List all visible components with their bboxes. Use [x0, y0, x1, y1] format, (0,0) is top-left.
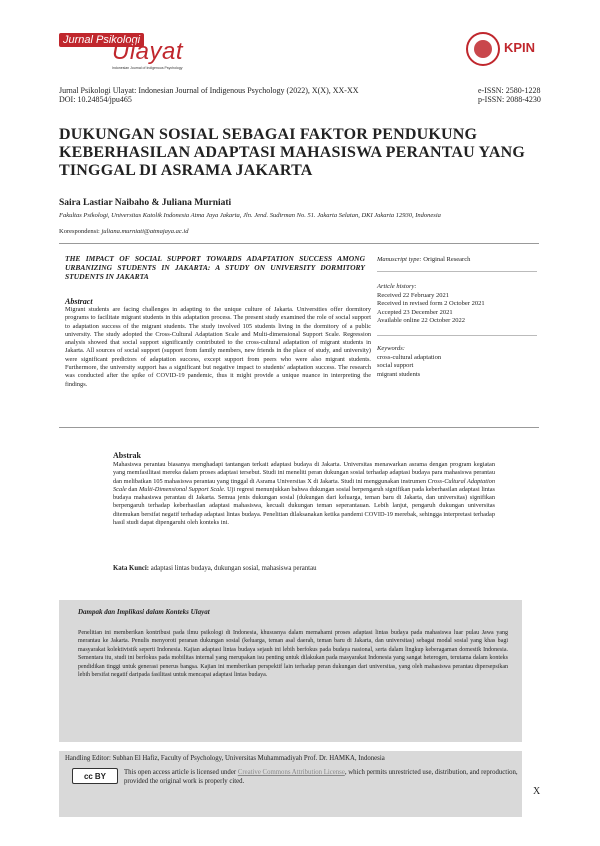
kpin-logo-text: KPIN — [504, 40, 536, 55]
abstrak-italic-1: Cross-Cultural Adaptation Scale — [113, 477, 495, 493]
affiliation: Fakultas Psikologi, Universitas Katolik Indonesia Atma Jaya Jakarta, Jln. Jend. Sudirman No. 51. Jakarta Selatan, DKI Jakarta 12930, Indonesia — [59, 212, 441, 219]
cc-by-badge-icon — [72, 768, 118, 784]
sidebar-divider-2 — [377, 335, 537, 336]
keyword-item: social support — [377, 362, 414, 369]
history-label: Article history: — [377, 283, 417, 290]
correspondence-label: Korespondensi: — [59, 228, 100, 235]
abstrak-body — [113, 461, 495, 527]
manuscript-type-label: Manuscript type: — [377, 256, 422, 263]
kpin-logo-icon — [474, 40, 492, 58]
manuscript-type — [377, 256, 470, 265]
license-text — [124, 768, 519, 786]
correspondence — [59, 228, 188, 235]
history-received: Received 22 February 2021 — [377, 291, 450, 299]
by-icon: BY — [94, 771, 107, 781]
impact-body: Penelitian ini memberikan kontribusi pada ilmu psikologi di Indonesia, khususnya dalam memahami proses adaptasi lintas budaya pada mahasiswa luar pulau Jawa yang merantau ke Jakarta. Penulis menyoroti peranan dukungan sosial (keluarga, teman asal daerah, teman baru di Jakarta, dan universitas) sebagai modal sosial yang khas bagi masyarakat kolektivistik seperti Indonesia. Kajian adaptasi lintas budaya sejauh ini lebih berfokus pada budaya nasional, serta dalam lingkup keberagaman domestik Indonesia. Sementara itu, studi ini berfokus pada mobilitas internal yang merupakan isu penting untuk dilakukan pada masyarakat Indonesia yang sangat heterogen, terutama dalam konteks pendidikan tinggi untuk generasi penerus bangsa. Kajian ini memberikan perspektif lain terhadap peran dukungan dari universitas, yang oleh mahasiswa perantau dipersepsikan lebih bersifat negatif daripada fasilitasi untuk mencapai adaptasi lintas budaya. — [78, 630, 508, 679]
journal-logo-subtitle: Indonesian Journal of Indigenous Psychology — [112, 66, 183, 70]
history-online: Available online 22 October 2022 — [377, 317, 465, 324]
manuscript-type-value: Original Research — [423, 256, 471, 263]
correspondence-email[interactable]: juliana.murniati@atmajaya.ac.id — [101, 228, 189, 235]
kata-kunci-value: adaptasi lintas budaya, dukungan sosial, mahasiswa perantau — [150, 565, 317, 572]
journal-logo-main: Ulayat — [112, 38, 184, 65]
cc-icon: cc — [83, 771, 93, 781]
impact-heading: Dampak dan Implikasi dalam Konteks Ulayat — [78, 608, 210, 616]
kata-kunci — [113, 565, 317, 572]
pissn: p-ISSN: 2088-4230 — [478, 95, 541, 104]
abstrak-part-1: Mahasiswa perantau biasanya menghadapi tantangan terkait adaptasi budaya di Jakarta. Universitas menawarkan asrama dengan program kegiatan yang memfasilitasi mereka dalam proses adaptasi tersebut. Studi ini meneliti peran dukungan sosial terhadap adaptasi budaya para mahasiswa perantau dan melibatkan 105 mahasiswa perantau yang tinggal di Asrama Universitas X di Jakarta. Studi ini menggunakan instrumen — [113, 461, 495, 485]
keywords-label: Keywords: — [377, 345, 405, 352]
abstrak-italic-2: Multi-Dimensional Support Scale — [139, 485, 224, 493]
abstract-body: Migrant students are facing challenges in adapting to the unique culture of Jakarta. Universities offer dormitory programs to facilitate migrant students in this adaptation process. The present study examined the role of social support to adaptation success of the migrant students. The study involved 105 students living in the dormitory of a public university. The study adopted the Cross-Cultural Adaptation Scale and Multi-dimensional Support Scale. Regression analysis showed that social support significantly contributed to the cross-cultural adaptation of migrant students in Jakarta. All sources of social support (support from family members, new friends in the place of study, and university) were significant predictors of adaptation success, except support from peers who were also migrant students. Furthermore, the university support has a significant but negative impact to students' adaptation success. The research was conducted after the spike of COVID-19 pandemic, thus it might provide a unique nuance in interpreting the findings. — [65, 306, 371, 388]
divider-top — [59, 243, 539, 244]
abstrak-and: dan — [126, 485, 140, 493]
doi: DOI: 10.24854/jpu465 — [59, 95, 132, 104]
license-post: , which permits unrestricted use, distribution, and reproduction, provided the original work is properly cited. — [124, 769, 518, 785]
handling-editor: Handling Editor: Subhan El Hafiz, Faculty of Psychology, Universitas Muhammadiyah Prof. Dr. HAMKA, Indonesia — [65, 755, 385, 762]
license-pre: This open access article is licensed under — [124, 769, 238, 776]
journal-citation: Jurnal Psikologi Ulayat: Indonesian Journal of Indigenous Psychology (2022), X(X), XX-XX — [59, 86, 359, 95]
abstrak-part-2: . Uji regresi menunjukkan bahwa dukungan sosial berpengaruh signifikan pada keberhasilan adaptasi lintas budaya mahasiswa perantau di Jakarta. Semua jenis dukungan sosial (dukungan dari keluarga, teman baru di Jakarta, dan universitas) signifikan berpengaruh terhadap keberhasilan adaptasi mahasiswa, kecuali dukungan teman seperantauan. Lebih lanjut, pengaruh dukungan universitas ditemukan bersifat negatif terhadap adaptasi lintas budaya. Penelitian dilaksanakan ketika pandemi COVID-19 merebak, sehingga interpretasi terhadap hasil studi dapat dipengaruhi oleh konteks ini. — [113, 485, 495, 527]
keyword-item: migrant students — [377, 370, 421, 378]
abstract-heading: Abstract — [65, 297, 93, 306]
divider-bottom — [59, 427, 539, 428]
page-number: X — [533, 786, 541, 797]
article-history — [377, 283, 485, 326]
keyword-item: cross-cultural adaptation — [377, 353, 442, 361]
english-title: THE IMPACT OF SOCIAL SUPPORT TOWARDS ADAPTATION SUCCESS AMONG URBANIZING STUDENTS IN JAKARTA: A STUDY ON UNIVERSITY DORMITORY STUDENTS IN JAKARTA — [65, 254, 365, 281]
history-accepted: Accepted 23 December 2021 — [377, 308, 453, 316]
sidebar-divider-1 — [377, 271, 537, 272]
history-revised: Received in revised form 2 October 2021 — [377, 300, 485, 307]
license-link[interactable]: Creative Commons Attribution License — [237, 769, 345, 776]
keywords-block — [377, 345, 441, 379]
journal-logo-top: Jurnal Psikologi — [59, 33, 144, 47]
paper-title: DUKUNGAN SOSIAL SEBAGAI FAKTOR PENDUKUNG KEBERHASILAN ADAPTASI MAHASISWA PERANTAU YANG TINGGAL DI ASRAMA JAKARTA — [59, 126, 525, 179]
abstrak-heading: Abstrak — [113, 451, 142, 460]
authors: Saira Lastiar Naibaho & Juliana Murniati — [59, 198, 232, 208]
kata-kunci-label: Kata Kunci: — [113, 565, 150, 572]
eissn: e-ISSN: 2580-1228 — [478, 86, 541, 95]
